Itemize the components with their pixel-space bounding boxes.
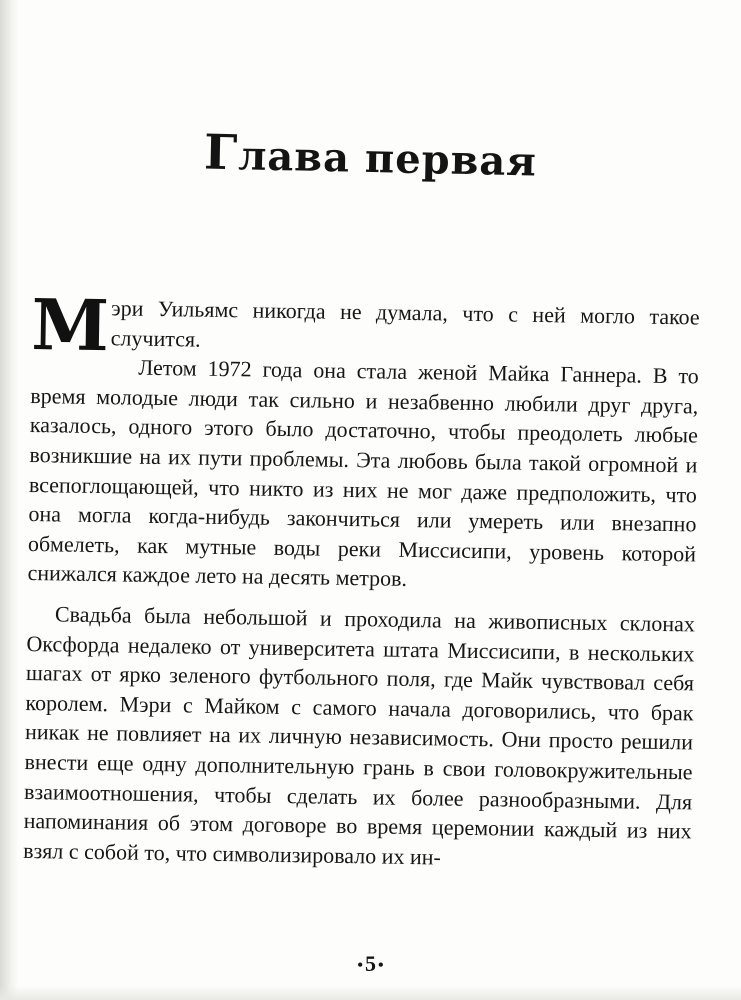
paragraph-2: Летом 1972 года она стала женой Майка Ганнера. В то время молодые люди так сильно и незабвенно любили друг друга, казалось, одного этого было достаточно, чтобы преодолеть любые возникшие на их пути проблемы. Эта любовь была такой огромной и всепоглощающей, что никто из них не мог даже предположить, что она могла когда-нибудь закончиться или умереть или внезапно обмелеть, как мутные воды реки Миссисипи, уровень которой снижался каждое лето на десять метров. xyxy=(27,354,699,592)
paragraph-1-text: эри Уильямс никогда не думала, что с ней могло такое случится. xyxy=(110,295,700,352)
drop-cap: М xyxy=(30,283,110,368)
page-number-right-dot: • xyxy=(378,956,384,974)
chapter-title-rest: лава первая xyxy=(237,132,538,186)
page-number-left-dot: • xyxy=(357,956,363,974)
chapter-title-capital: Г xyxy=(203,124,239,182)
paragraph-3: Свадьба была небольшой и проходила на живописных склонах Оксфорда недалеко от университета штата Миссисипи, в нескольких шагах от ярко зеленого футбольного поля, где Майк чувствовал себя королем. Мэри с Майком с самого начала договорились, что брак никак не повлияет на их личную независимость. Они просто решили внести еще одну дополнительную грань в свои головокружительные взаимоотношения, чтобы сделать их более разнообразными. Для напоминания об этом договоре во время церемонии каждый из них взял с собой то, что символизировало их ин- xyxy=(23,601,696,870)
page-number-value: 5 xyxy=(365,951,376,976)
paragraph-1 xyxy=(30,283,700,368)
chapter-body xyxy=(23,283,700,876)
page-bottom-shadow xyxy=(0,986,741,1000)
chapter-title xyxy=(0,120,741,192)
page-number xyxy=(0,951,741,977)
